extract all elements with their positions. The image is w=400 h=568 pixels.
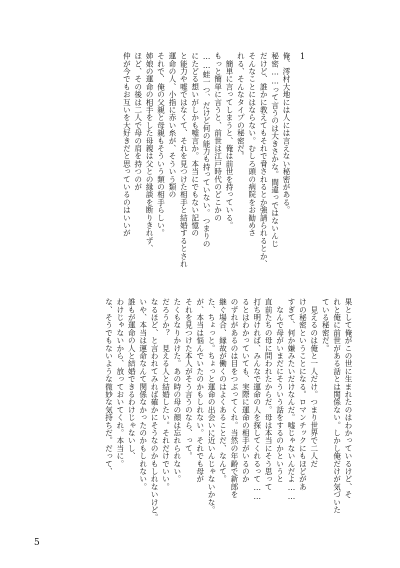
page-number: 5 bbox=[34, 538, 40, 548]
text-line: だけど、誰かに教えてもそれで脅されるとか強請られるとか、 bbox=[259, 52, 269, 268]
text-line: なるほど、と言われてみれば確かにそうなのかもしれないけど。 bbox=[150, 298, 160, 522]
text-line: が、本当は悩んでいたのかもしれない。それでも母が bbox=[195, 298, 205, 483]
text-line: と能力や嘘ではなくて、それを見つけた相手と結婚するとされ bbox=[179, 52, 189, 268]
text-line: 運命の人、小指に赤い糸が、そういう類の bbox=[167, 52, 177, 199]
text-line: 果として俺がこの世に生まれたのはわかっているけど、そ bbox=[344, 298, 353, 499]
text-line: けの秘密ということになる。ロマンチックにもほどがあ bbox=[298, 298, 308, 491]
text-line: 姉娘の運命の相手をした母親は父との縁談を断りきれず、 bbox=[145, 52, 155, 253]
text-line: 秘密……って言うのは大きさかな。間違っではないんじ bbox=[270, 52, 280, 248]
text-line: た、ちょっと。ちょっと運命の出会いに近いんじゃないかな。 bbox=[207, 298, 217, 514]
text-line: たくもなりかけた。あの時の母の顔は忘れられない。 bbox=[172, 298, 182, 483]
text-line: にたどる想いがしかも嘘言か。本当にでもない記憶の bbox=[190, 52, 200, 237]
text-line: もっと簡単に言うと、前世は江戸時代のどこかの bbox=[213, 52, 223, 222]
text-line: るとはわかっていても、実際に運命の相手がいるのか bbox=[241, 298, 251, 483]
text-line: な、そうでもないような微妙な気持ちだ。だって、 bbox=[104, 298, 114, 476]
text-line: 見えるのは俺と一人だけ。つまり世界で二人だ bbox=[309, 298, 319, 468]
chapter-number: 1 bbox=[300, 52, 306, 61]
text-line: だろうか？ 見える人と結婚したい。それだけでいい。 bbox=[161, 298, 171, 491]
upper-text-block bbox=[42, 52, 292, 282]
text-line: 簡単に言ってしまうと、俺は前世を持っている。 bbox=[224, 52, 234, 230]
text-line: ほど、その後は二人で母の肩を持つのが bbox=[133, 52, 143, 191]
text-line: そんなことにはならない。むしろ頭の病院をお勧めさ bbox=[247, 52, 257, 237]
text-line: すぎて、何か嫌みたいだけなんだ。嘘じゃないんだよ…… bbox=[286, 298, 296, 502]
text-line: ……蛙一つ、だけど何の能力も持っていない。つまりの bbox=[202, 52, 212, 248]
text-line: 打ち明ければ、みんなで運命の人を探してくれるって…… bbox=[252, 298, 262, 502]
text-line: 誰もが運命の人と結婚できるわけじゃないし、 bbox=[127, 298, 137, 460]
text-line: わけじゃないから、放っておいてくれ。本当に。 bbox=[115, 298, 125, 468]
text-line: のずれがあるのは目をつぶってくれ。当然の年齢で新郎を bbox=[229, 298, 239, 499]
text-line: いや、本当は運命なんて関係なかったのかもしれない。 bbox=[138, 298, 148, 491]
text-line: れと俺に前世がある話とは関係ない。しかし俺だけが気づいた bbox=[332, 298, 342, 514]
text-line: それを見つけた本人がそう言うのなら、って。 bbox=[184, 298, 194, 460]
lower-text-block bbox=[36, 298, 354, 533]
text-line: れる、そんなタイプの秘密だ。 bbox=[236, 52, 246, 160]
text-line: なんで母がいまだにそういう話をするのかというと bbox=[275, 298, 285, 483]
text-line: 俺、澪村大地には人には言えない秘密がある。 bbox=[282, 52, 291, 214]
text-line: 仲が今でもお互いを大好きだと思っているのはいいが bbox=[122, 52, 132, 237]
text-line: ている秘密だ。 bbox=[321, 298, 331, 352]
text-line: それで、俺の父親と母親もそういう類の相手らしい。 bbox=[156, 52, 166, 237]
text-line: 継ぐ場合、縁故が働くのはよくあることだ、なんて。 bbox=[218, 298, 228, 483]
text-line: 直前たちの母に問われたからだ。母は本当にそう思って bbox=[264, 298, 274, 491]
